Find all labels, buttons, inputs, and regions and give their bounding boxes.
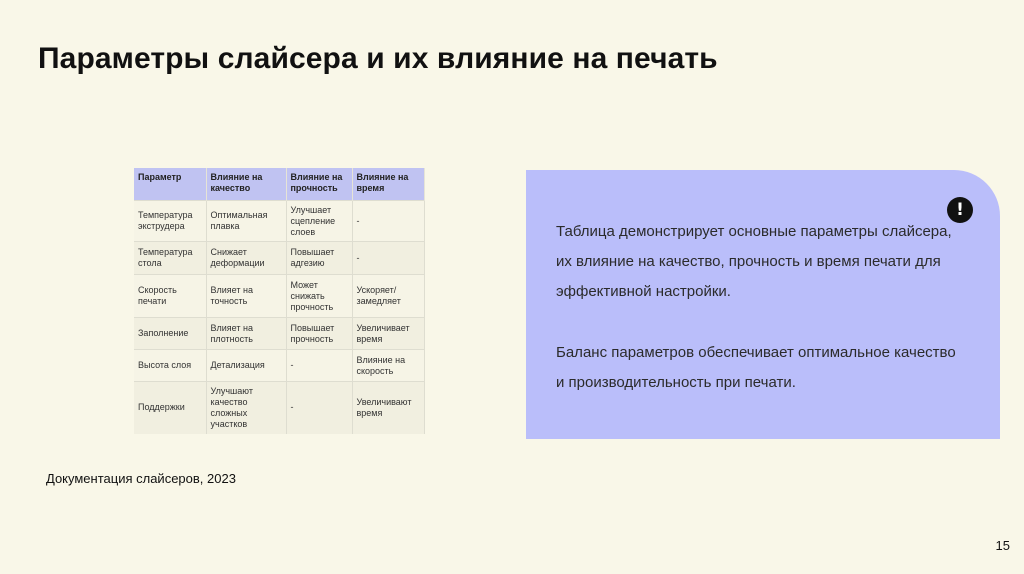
table-cell: - (352, 201, 424, 242)
table-cell: Температура экструдера (134, 201, 206, 242)
table-cell: Влияет на плотность (206, 318, 286, 350)
table-header-row (134, 168, 424, 201)
table-row (134, 201, 424, 242)
table-cell: - (286, 382, 352, 434)
table-cell: - (286, 350, 352, 382)
table-row (134, 350, 424, 382)
table-cell: Повышает прочность (286, 318, 352, 350)
table-cell: Температура стола (134, 242, 206, 275)
table-cell: Улучшают качество сложных участков (206, 382, 286, 434)
info-panel (526, 170, 1000, 439)
table-row (134, 382, 424, 434)
table-row (134, 242, 424, 275)
parameters-table (134, 168, 425, 434)
parameters-table-container (134, 168, 424, 434)
table-cell: Оптимальная плавка (206, 201, 286, 242)
exclamation-icon: ! (947, 197, 973, 223)
table-cell: Увеличивает время (352, 318, 424, 350)
table-cell: Увеличивают время (352, 382, 424, 434)
table-header-cell: Влияние на прочность (286, 168, 352, 201)
table-cell: Поддержки (134, 382, 206, 434)
table-cell: Влияние на скорость (352, 350, 424, 382)
table-cell: Улучшает сцепление слоев (286, 201, 352, 242)
table-header-cell: Параметр (134, 168, 206, 201)
panel-paragraph-2: Баланс параметров обеспечивает оптимальное качество и производительность при печати. (556, 344, 956, 391)
source-note: Документация слайсеров, 2023 (46, 471, 236, 486)
table-cell: Повышает адгезию (286, 242, 352, 275)
table-cell: Влияет на точность (206, 275, 286, 318)
table-cell: - (352, 242, 424, 275)
slide-title: Параметры слайсера и их влияние на печать (38, 42, 718, 75)
table-cell: Может снижать прочность (286, 275, 352, 318)
table-row (134, 318, 424, 350)
table-cell: Снижает деформации (206, 242, 286, 275)
table-cell: Ускоряет/ замедляет (352, 275, 424, 318)
table-cell: Детализация (206, 350, 286, 382)
table-header-cell: Влияние на качество (206, 168, 286, 201)
table-cell: Высота слоя (134, 350, 206, 382)
panel-paragraph-1: Таблица демонстрирует основные параметры слайсера, их влияние на качество, прочность и время печати для эффективной настройки. (556, 223, 952, 300)
table-row (134, 275, 424, 318)
table-cell: Заполнение (134, 318, 206, 350)
page-number: 15 (995, 538, 1010, 553)
table-cell: Скорость печати (134, 275, 206, 318)
table-header-cell: Влияние на время (352, 168, 424, 201)
